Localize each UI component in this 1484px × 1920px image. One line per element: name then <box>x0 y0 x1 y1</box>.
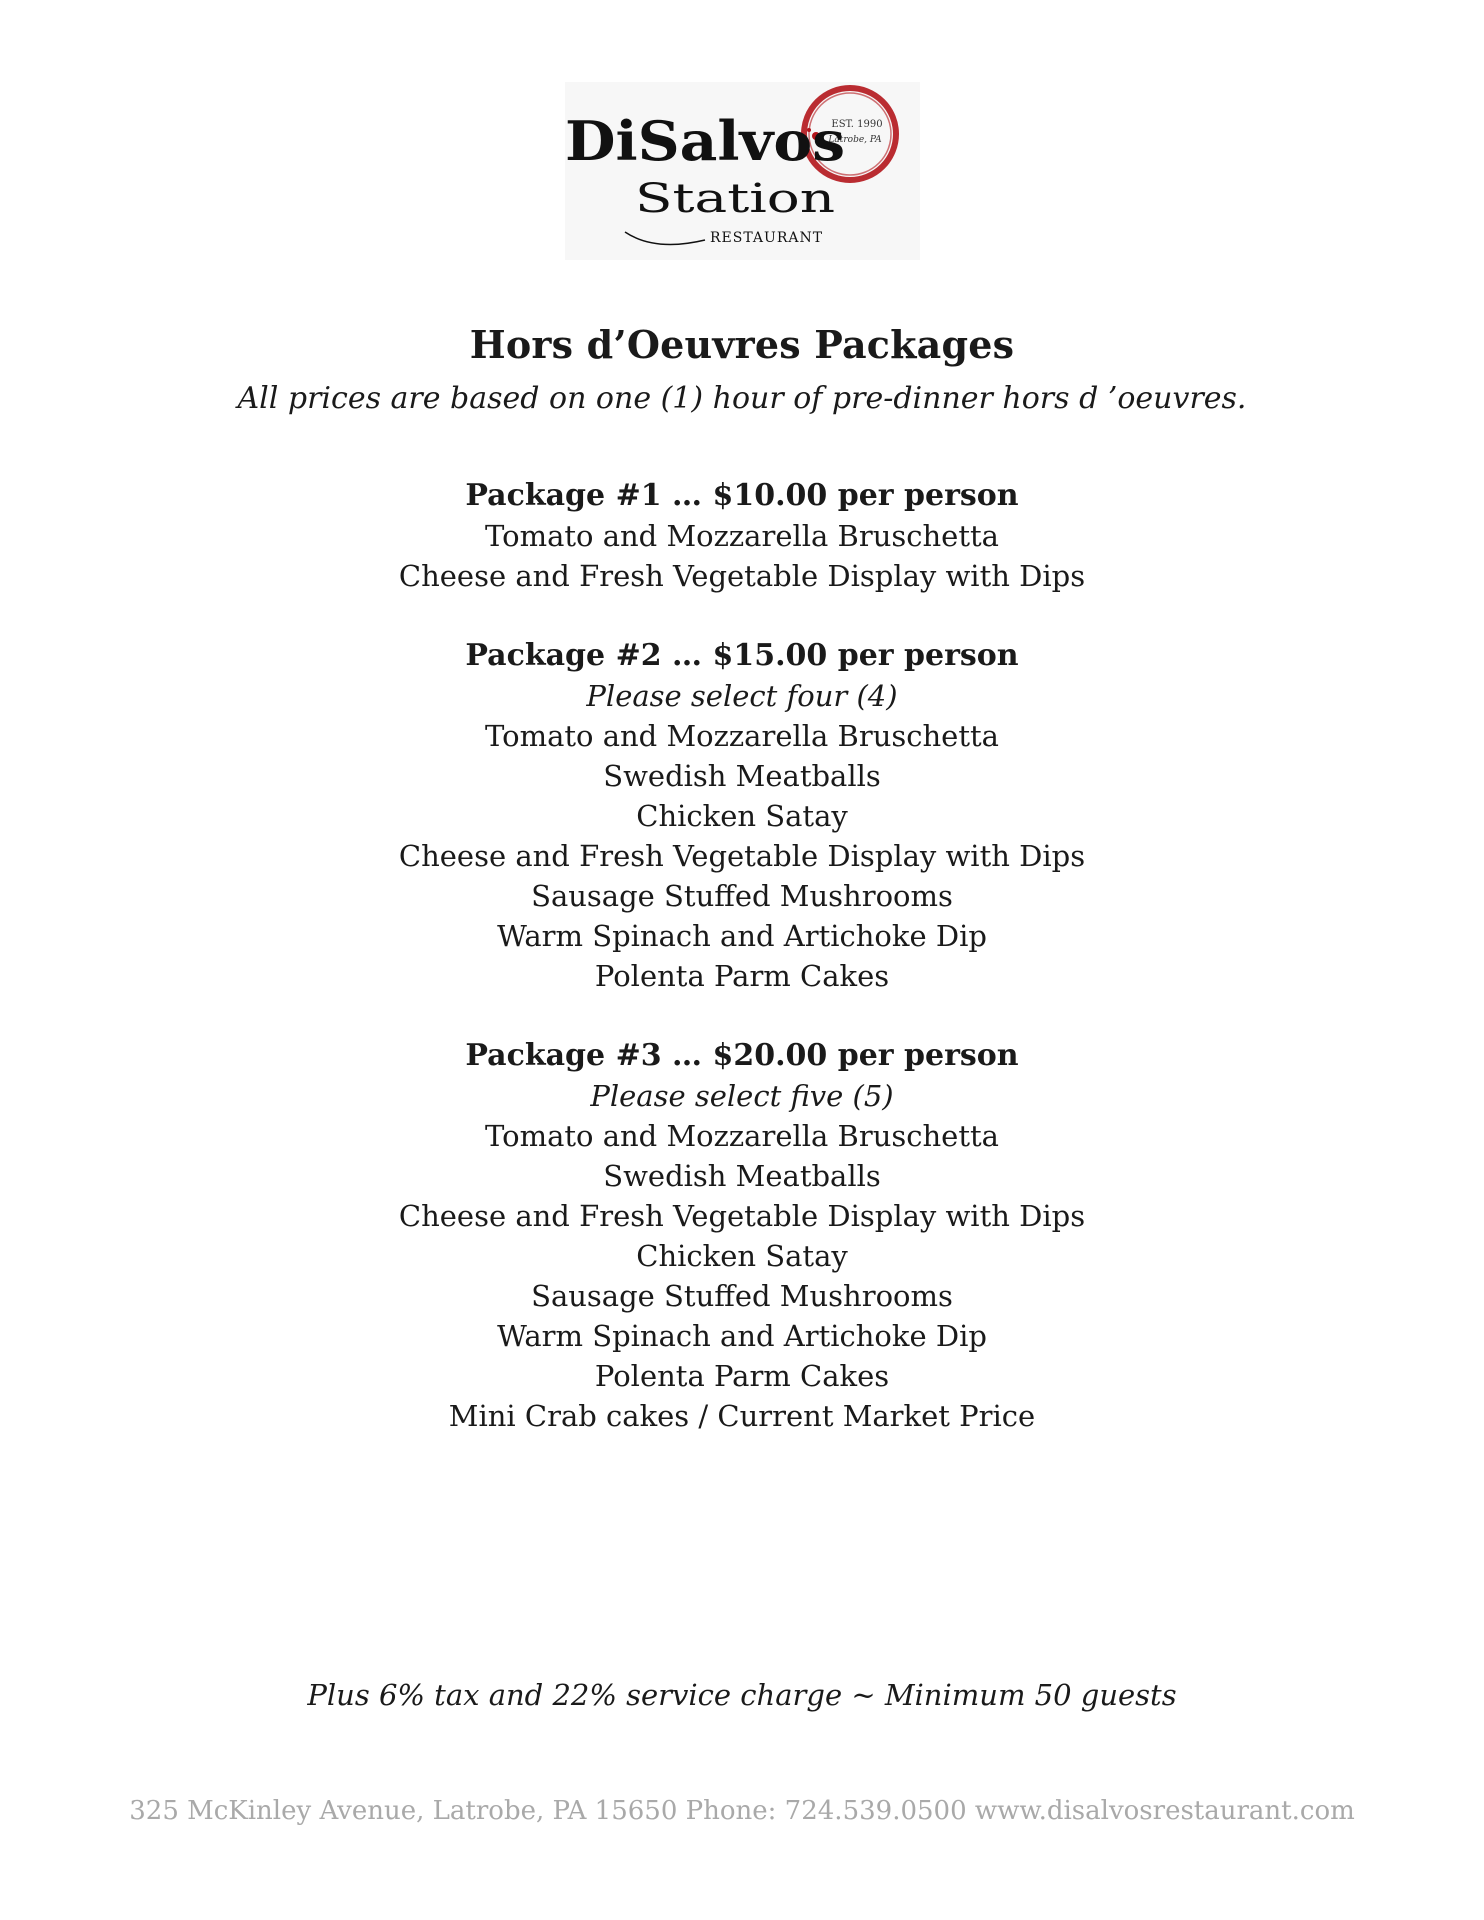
menu-item: Swedish Meatballs <box>603 759 881 793</box>
pricing-footnote: Plus 6% tax and 22% service charge ~ Minimum 50 guests <box>307 1678 1177 1712</box>
menu-item: Swedish Meatballs <box>603 1159 881 1193</box>
package-heading: Package #3 … $20.00 per person <box>465 1038 1019 1073</box>
logo-brand-top: DiSalvos <box>565 109 845 173</box>
package-1 <box>0 476 1484 596</box>
menu-item: Warm Spinach and Artichoke Dip <box>497 919 987 953</box>
menu-item: Cheese and Fresh Vegetable Display with Dips <box>398 839 1086 873</box>
menu-item: Chicken Satay <box>636 1239 848 1273</box>
logo-location: Latrobe, PA <box>828 135 882 145</box>
menu-item: Chicken Satay <box>636 799 848 833</box>
menu-item: Tomato and Mozzarella Bruschetta <box>485 719 999 753</box>
menu-item: Sausage Stuffed Mushrooms <box>531 879 953 913</box>
package-note: Please select five (5) <box>590 1079 894 1113</box>
menu-item: Cheese and Fresh Vegetable Display with Dips <box>398 559 1086 593</box>
page-title: Hors d’Oeuvres Packages <box>469 322 1015 367</box>
menu-item: Tomato and Mozzarella Bruschetta <box>485 1119 999 1153</box>
logo-graphic <box>565 82 920 260</box>
logo-brand-bottom: Station <box>635 176 835 222</box>
package-note: Please select four (4) <box>586 679 898 713</box>
package-2 <box>0 636 1484 996</box>
menu-item: Mini Crab cakes / Current Market Price <box>448 1399 1036 1433</box>
packages-list <box>0 476 1484 1476</box>
contact-address: 325 McKinley Avenue, Latrobe, PA 15650 Phone: 724.539.0500 www.disalvosrestaurant.com <box>129 1796 1355 1826</box>
menu-item: Polenta Parm Cakes <box>594 959 890 993</box>
page-subtitle: All prices are based on one (1) hour of pre-dinner hors d ’oeuvres. <box>237 381 1247 416</box>
menu-item: Tomato and Mozzarella Bruschetta <box>485 519 999 553</box>
package-heading: Package #1 … $10.00 per person <box>465 478 1019 513</box>
menu-item: Sausage Stuffed Mushrooms <box>531 1279 953 1313</box>
logo-est: EST. 1990 <box>831 119 883 130</box>
menu-item: Cheese and Fresh Vegetable Display with Dips <box>398 1199 1086 1233</box>
restaurant-logo <box>565 82 920 260</box>
package-3 <box>0 1036 1484 1436</box>
logo-tagline: RESTAURANT <box>710 230 824 246</box>
menu-item: Warm Spinach and Artichoke Dip <box>497 1319 987 1353</box>
menu-item: Polenta Parm Cakes <box>594 1359 890 1393</box>
package-heading: Package #2 … $15.00 per person <box>465 638 1019 673</box>
